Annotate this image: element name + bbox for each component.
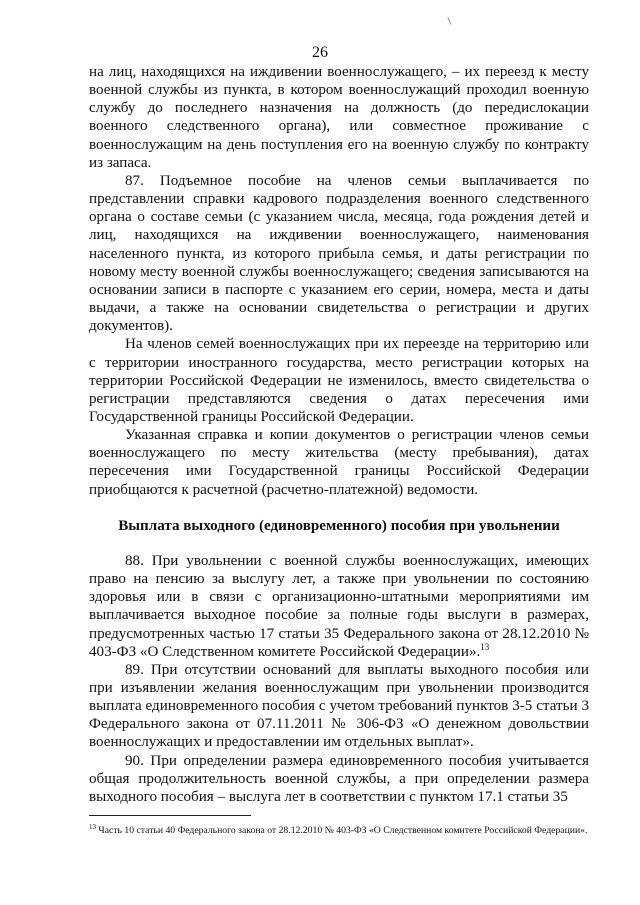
footnote [89, 824, 589, 838]
paragraph-88-text: 88. При увольнении с военной службы военнослужащих, имеющих право на пенсию за выслугу лет, а также при увольнении по состоянию здоровья или в связи с организационно-штатными мероприятиями им выплачивается выходное пособие за полные годы выслуги в размерах, предусмотренных частью 17 статьи 35 Федерального закона от 28.12.2010 № 403-ФЗ «О Следственном комитете Российской Федерации». [89, 552, 589, 660]
document-body [89, 63, 589, 806]
paragraph-foreign-relocation: На членов семей военнослужащих при их переезде на территорию или с территории иностранного государства, место регистрации которых на территории Российской Федерации не изменилось, вместо свидетельства о регистрации представляются сведения о датах пересечения ими Государственной границы Российской Федерации. [89, 336, 589, 425]
paragraph-90: 90. При определении размера единовременного пособия учитывается общая продолжительность военной службы, а при определении размера выходного пособия – выслуга лет в соответствии с пунктом 17.1 статьи 35 [89, 752, 589, 805]
section-heading: Выплата выходного (единовременного) пособия при увольнении [118, 517, 560, 534]
page-number: 26 [312, 44, 328, 61]
paragraph-87: 87. Подъемное пособие на членов семьи выплачивается по представлении справки кадрового подразделения военного следственного органа о составе семьи (с указанием числа, месяца, года рождения детей и лиц, находящихся на иждивении военнослужащего, наименования населенного пункта, из которого прибыла семья, и даты регистрации по новому месту военной службы военнослужащего; сведения записываются на основании записи в паспорте с указанием его серии, номера, места и даты выдачи, а также на основании свидетельства о регистрации и других документов). [89, 172, 589, 335]
paragraph-continuation: на лиц, находящихся на иждивении военнослужащего, – их переезд к месту военной службы из пункта, в котором военнослужащий проходил военную службу до последнего назначения на должность (до передислокации военного следственного органа), или совместное проживание с военнослужащим на день поступления его на военную службу по контракту из запаса. [89, 64, 589, 171]
paragraph-documents-attached: Указанная справка и копии документов о регистрации членов семьи военнослужащего по месту жительства (месту пребывания), датах пересечения ими Государственной границы Российской Федерации приобщаются к расчетной (расчетно-платежной) ведомости. [89, 427, 589, 498]
scan-mark [447, 17, 451, 25]
footnote-reference: 13 [480, 641, 490, 652]
paragraph-88 [89, 552, 589, 661]
footnote-marker: 13 [89, 822, 96, 831]
footnote-text: Часть 10 статьи 40 Федерального закона от 28.12.2010 № 403-ФЗ «О Следственном комитете Российской Федерации». [98, 825, 588, 836]
paragraph-89: 89. При отсутствии оснований для выплаты выходного пособия или при изъявлении желания военнослужащим при увольнении производится выплата единовременного пособия с учетом требований пунктов 3-5 статьи 3 Федерального закона от 07.11.2011 № 306-ФЗ «О денежном довольствии военнослужащих и предоставлении им отдельных выплат». [89, 661, 589, 751]
footnote-separator [89, 815, 251, 816]
